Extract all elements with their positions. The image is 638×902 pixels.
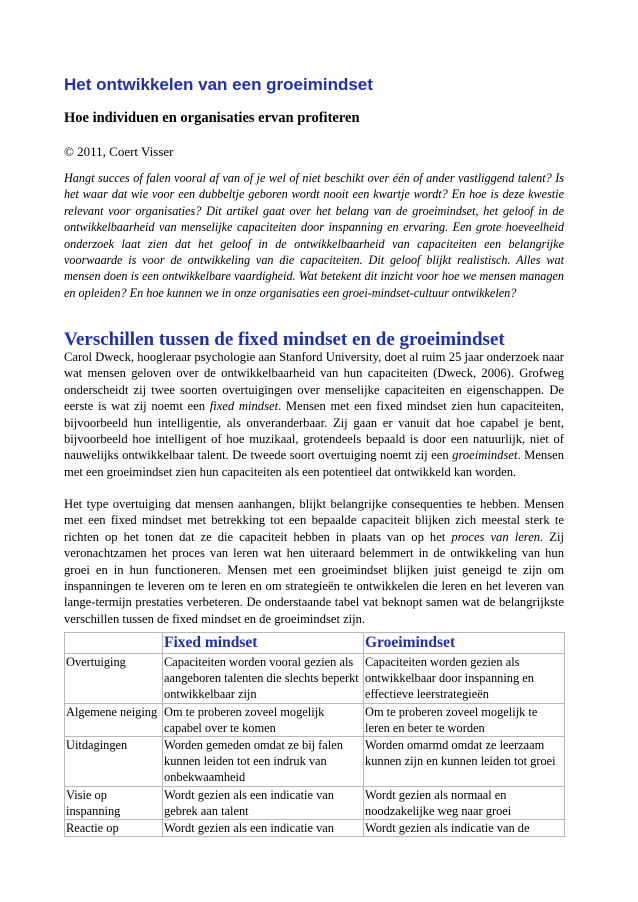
document-subtitle: Hoe individuen en organisaties ervan profiteren: [64, 110, 360, 126]
table-cell-fixed: Wordt gezien als een indicatie van gebrek aan talent: [163, 786, 364, 819]
body-paragraph-2: [64, 496, 564, 627]
table-cell-fixed: Worden gemeden omdat ze bij falen kunnen leiden tot een indruk van onbekwaamheid: [163, 737, 364, 787]
document-title: Het ontwikkelen van een groeimindset: [64, 75, 373, 94]
table-cell-label: Algemene neiging: [65, 703, 163, 736]
table-cell-label: Uitdagingen: [65, 737, 163, 787]
paragraph-text: Zij veronachtzamen het proces van leren wat hen uiteraard belemmert in de ontwikkeling van hun groei en in hun functioneren. Mensen met een groeimindset blijken juist geneigd te zijn om inspanningen te leveren om te leren en om strategieën te ontwikkelen die leren en het leveren van lange-termijn prestaties verbeteren. De onderstaande tabel vat beknopt samen wat de belangrijkste verschillen tussen de fixed mindset en de groeimindset zijn.: [64, 529, 564, 626]
emphasis-groeimindset: groeimindset: [452, 448, 518, 463]
emphasis-proces-van-leren: proces van leren.: [451, 529, 544, 544]
paragraph-text: Het type overtuiging dat mensen aanhangen, blijkt belangrijke consequenties te hebben. Mensen met een fixed mindset met betrekking tot een bepaalde capaciteit blijken zich meestal sterk te richten op het tonen dat ze die capaciteit hebben in plaats van op het: [64, 497, 564, 544]
section-heading: Verschillen tussen de fixed mindset en de groeimindset: [64, 329, 505, 350]
table-cell-label: Overtuiging: [65, 654, 163, 704]
table-cell-fixed: Wordt gezien als een indicatie van: [163, 820, 364, 837]
table-cell-fixed: Capaciteiten worden vooral gezien als aangeboren talenten die slechts beperkt ontwikkelbaar zijn: [163, 654, 364, 704]
copyright-line: © 2011, Coert Visser: [64, 144, 174, 159]
body-paragraph-1: [64, 349, 564, 480]
table-cell-growth: Worden omarmd omdat ze leerzaam kunnen zijn en kunnen leiden tot groei: [364, 737, 565, 787]
table-header-fixed-mindset: Fixed mindset: [163, 633, 364, 654]
emphasis-fixed-mindset: fixed mindset: [209, 399, 279, 414]
table-header-groeimindset: Groeimindset: [364, 633, 565, 654]
paragraph-text: Carol Dweck, hoogleraar psychologie aan Stanford University, doet al ruim 25 jaar onderzoek naar wat mensen geloven over de ontwikkelbaarheid van hun capaciteiten (Dweck, 2006). Grofweg onderscheidt zij twee soorten overtuigingen over menselijke capaciteiten en eigenschappen. De eerste is wat zij noemt een: [64, 350, 564, 414]
table-row: [65, 654, 565, 704]
abstract-paragraph: Hangt succes of falen vooral af van of je wel of niet beschikt over één of ander vastliggend talent? Is het waar dat wie voor een dubbeltje geboren wordt nooit een kwartje wordt? En hoe is deze kwestie relevant voor organisaties? Dit artikel gaat over het belang van de groeimindset, het geloof in de ontwikkelbaarheid van menselijke capaciteiten door inspanning en ervaring. Een grote hoeveelheid onderzoek laat zien dat het geloof in de ontwikkelbaarheid van capaciteiten een belangrijke voorwaarde is voor de ontwikkeling van die capaciteiten. Dit geloof blijkt realistisch. Alles wat mensen doen is een ontwikkelbare vaardigheid. Wat betekent dit inzicht voor hoe we mensen managen en opleiden? En hoe kunnen we in onze organisaties een groei-mindset-cultuur ontwikkelen?: [64, 171, 564, 300]
table-cell-fixed: Om te proberen zoveel mogelijk capabel over te komen: [163, 703, 364, 736]
paragraph-text: . Mensen met een fixed mindset zien hun capaciteiten, bijvoorbeeld hun intelligentie, als onveranderbaar. Zij gaan er vanuit dat hoe capabel je bent, bijvoorbeeld hoe intelligent of hoe muzikaal, grotendeels bepaald is door een natuurlijk, niet of nauwelijks ontwikkelbaar talent. De tweede soort overtuiging noemt zij een: [64, 399, 564, 463]
table-cell-label: Reactie op: [65, 820, 163, 837]
paragraph-text: . Mensen met een groeimindset zien hun capaciteiten als een potentieel dat ontwikkeld kan worden.: [64, 448, 565, 479]
table-row: [65, 703, 565, 736]
table-cell-growth: Om te proberen zoveel mogelijk te leren en beter te worden: [364, 703, 565, 736]
table-row: [65, 737, 565, 787]
table-header-row: [65, 633, 565, 654]
comparison-table: [64, 632, 565, 837]
table-cell-growth: Wordt gezien als indicatie van de: [364, 820, 565, 837]
table-cell-label: Visie op inspanning: [65, 786, 163, 819]
table-row: [65, 820, 565, 837]
table-cell-growth: Capaciteiten worden gezien als ontwikkelbaar door inspanning en effectieve leerstrategieën: [364, 654, 565, 704]
table-row: [65, 786, 565, 819]
table-cell-growth: Wordt gezien als normaal en noodzakelijke weg naar groei: [364, 786, 565, 819]
table-header-empty: [65, 633, 163, 654]
